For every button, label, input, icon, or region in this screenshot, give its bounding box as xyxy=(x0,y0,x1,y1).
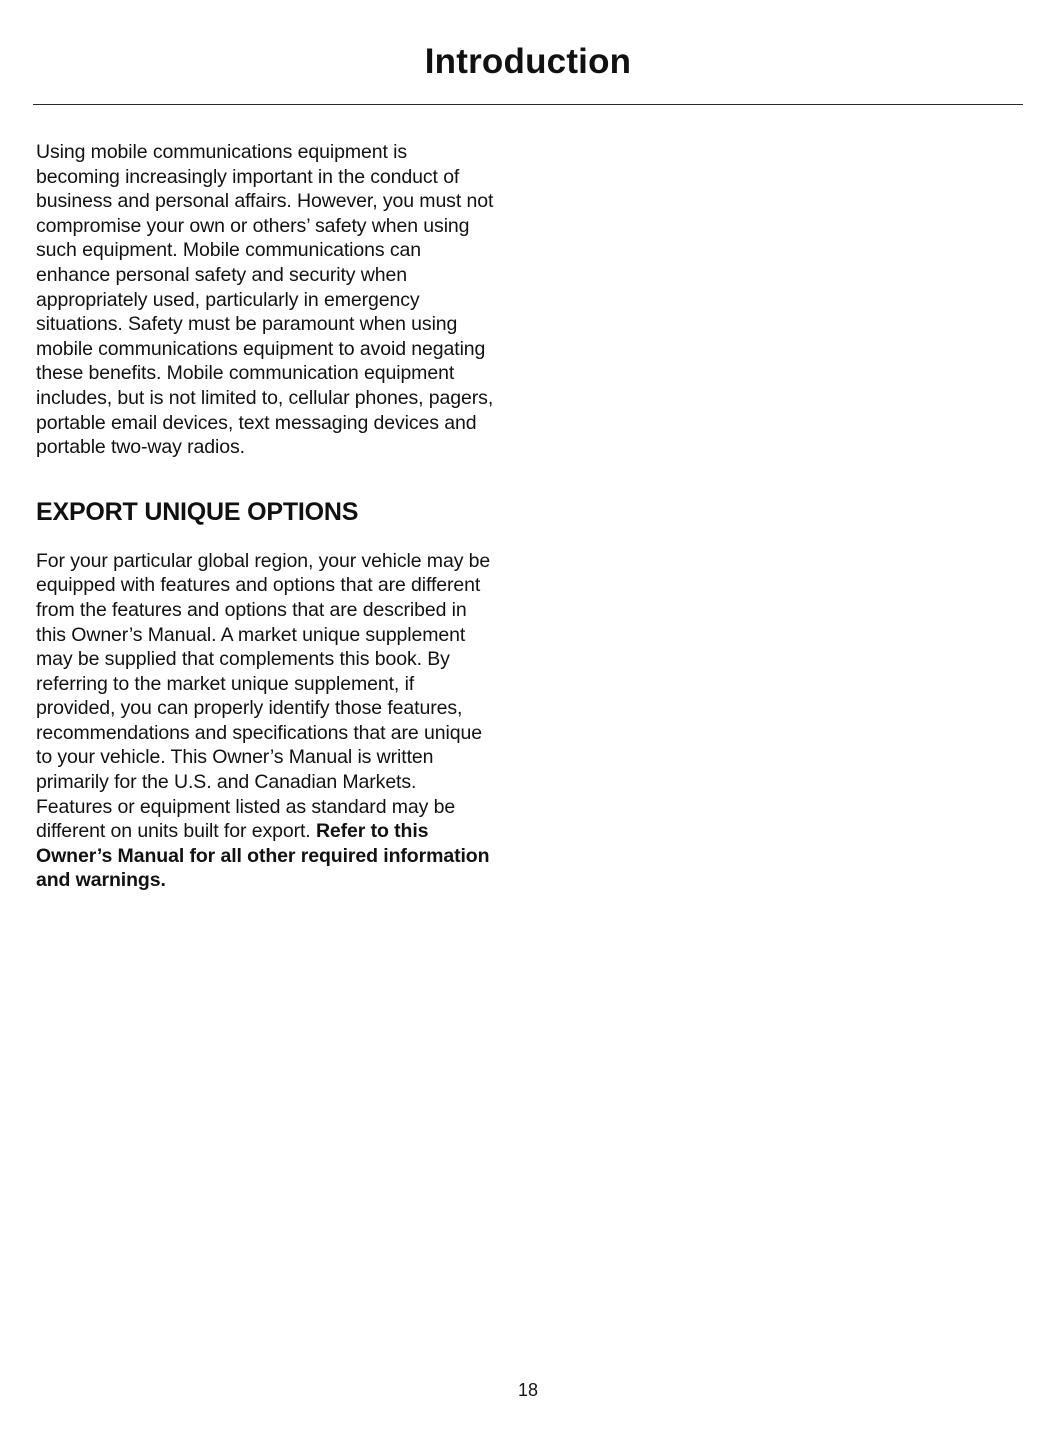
section-heading-export-unique-options: EXPORT UNIQUE OPTIONS xyxy=(36,497,359,526)
paragraph-export-unique-options xyxy=(36,549,496,893)
paragraph-export-normal-run: For your particular global region, your vehicle may be equipped with features and options that are different from the features and options that are described in this Owner’s Manual. A market unique supplement may be supplied that complements this book. By referring to the market unique supplement, if provided, you can properly identify those features, recommendations and specifications that are unique to your vehicle. This Owner’s Manual is written primarily for the U.S. and Canadian Markets. Features or equipment listed as standard may be different on units built for export. xyxy=(36,549,491,843)
paragraph-mobile-communications: Using mobile communications equipment is becoming increasingly important in the conduct of business and personal affairs. However, you must not compromise your own or others’ safety when using such equipment. Mobile communications can enhance personal safety and security when appropriately used, particularly in emergency situations. Safety must be paramount when using mobile communications equipment to avoid negating these benefits. Mobile communication equipment includes, but is not limited to, cellular phones, pagers, portable email devices, text messaging devices and portable two-way radios. xyxy=(36,141,494,459)
page-header xyxy=(0,0,1056,82)
paragraph-export-bold-run: Refer to this Owner’s Manual for all other required information and warnings. xyxy=(36,820,490,892)
header-divider xyxy=(33,104,1023,105)
page-number: 18 xyxy=(517,1380,539,1400)
page-title: Introduction xyxy=(424,42,632,81)
page-content xyxy=(36,140,496,893)
